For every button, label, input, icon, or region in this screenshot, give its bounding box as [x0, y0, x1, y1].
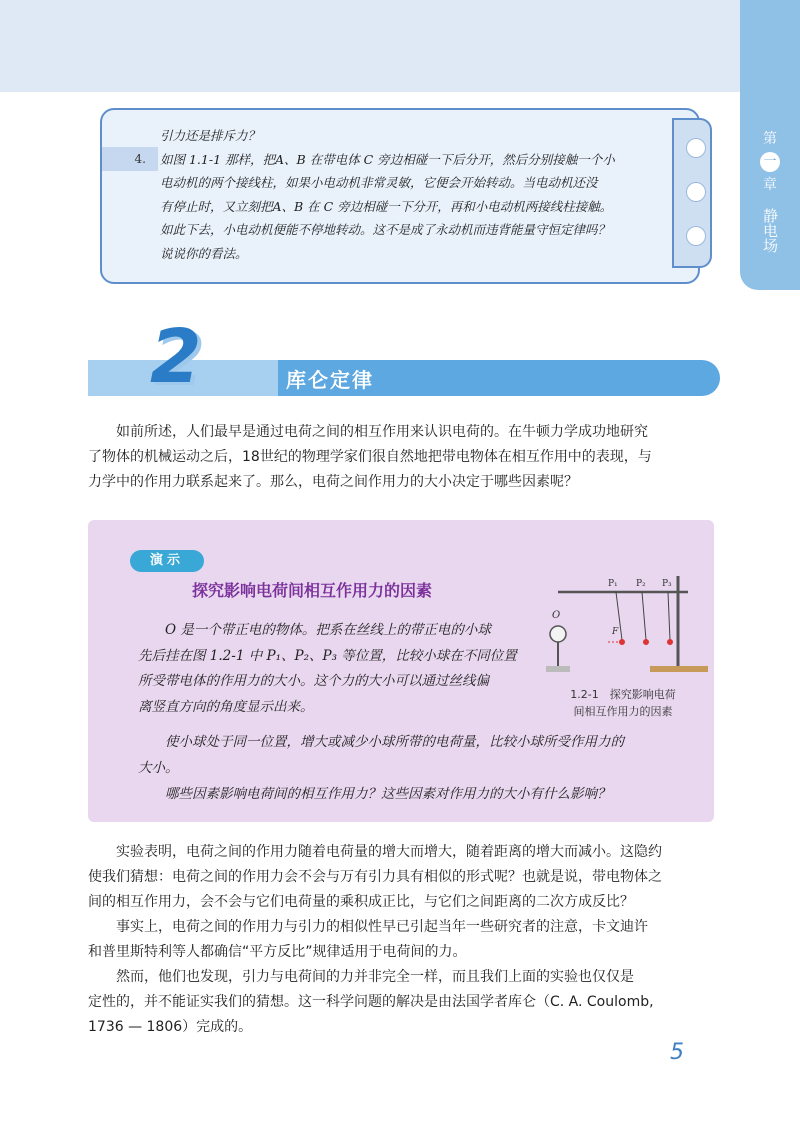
binder-hole-icon — [686, 182, 706, 202]
question-box — [100, 108, 700, 284]
question-line: 如此下去，小电动机便能不停地转动。这不是成了永动机而违背能量守恒定律吗？ — [160, 222, 611, 237]
chapter-tab-label — [750, 130, 790, 253]
text-line: 实验表明，电荷之间的作用力随着电荷量的增大而增大，随着距离的增大而减小。这隐约 — [116, 844, 662, 860]
text-line: 事实上，电荷之间的作用力与引力的相似性早已引起当年一些研究者的注意，卡文迪许 — [116, 919, 648, 935]
chapter-tab[interactable] — [740, 0, 800, 290]
ball-p2 — [643, 639, 649, 645]
thread-p3 — [668, 592, 670, 640]
ball-p1 — [619, 639, 625, 645]
demo-text-a — [138, 618, 528, 720]
text-line: 然而，他们也发现，引力与电荷间的力并非完全一样，而且我们上面的实验也仅仅是 — [116, 969, 634, 985]
demo-text-b — [138, 730, 698, 781]
question-line: 说说你的看法。 — [160, 245, 248, 261]
charged-body-o — [550, 626, 566, 642]
binder-hole-icon — [686, 226, 706, 246]
chapter-prefix: 第 — [763, 131, 777, 147]
label-o: O — [552, 610, 561, 621]
demo-tag: 演示 — [130, 550, 204, 572]
demo-title: 探究影响电荷间相互作用力的因素 — [192, 581, 433, 600]
demo-text-c — [138, 782, 698, 808]
body-paragraphs — [88, 840, 718, 1040]
text-line: 使小球处于同一位置，增大或减少小球所带的电荷量，比较小球所受作用力的 — [165, 734, 624, 750]
question-line: 电动机的两个接线柱，如果小电动机非常灵敏，它便会开始转动。当电动机还没 — [160, 175, 598, 190]
body-base — [546, 666, 570, 672]
text-line: 和普里斯特利等人都确信“平方反比”规律适用于电荷间的力。 — [88, 944, 467, 960]
binder-tab — [672, 118, 712, 268]
ball-p3 — [667, 639, 673, 645]
chapter-number: 一 — [760, 152, 780, 172]
caption-line: 间相互作用力的因素 — [573, 705, 673, 718]
text-line: 1736 — 1806）完成的。 — [88, 1019, 253, 1035]
chapter-suffix: 章 — [763, 177, 777, 193]
text-line: 间的相互作用力，会不会与它们电荷量的乘积成正比，与它们之间距离的二次方成反比？ — [88, 894, 634, 910]
text-line: 所受带电体的作用力的大小。这个力的大小可以通过丝线偏 — [138, 673, 489, 689]
text-line: 力学中的作用力联系起来了。那么，电荷之间作用力的大小决定于哪些因素呢？ — [88, 474, 578, 490]
chapter-title: 静电场 — [761, 208, 779, 253]
question-line: 引力还是排斥力？ — [160, 128, 261, 143]
binder-hole-icon — [686, 138, 706, 158]
label-p1: P₁ — [608, 579, 618, 589]
page-number: 5 — [670, 1040, 684, 1065]
text-line: 先后挂在图 1.2-1 中 P₁、P₂、P₃ 等位置，比较小球在不同位置 — [138, 647, 517, 664]
text-line: 离竖直方向的角度显示出来。 — [138, 698, 314, 715]
demo-panel — [88, 520, 714, 822]
figure-caption — [548, 686, 698, 720]
stand-base — [650, 666, 708, 672]
text-line: 大小。 — [138, 759, 179, 776]
label-p2: P₂ — [636, 579, 646, 589]
text-line: 使我们猜想：电荷之间的作用力会不会与万有引力具有相似的形式呢？也就是说，带电物体之 — [88, 869, 662, 885]
text-line: O 是一个带正电的物体。把系在丝线上的带正电的小球 — [165, 622, 491, 638]
label-f: F — [612, 627, 619, 637]
question-line: 有停止时，又立刻把A、B 在 C 旁边相碰一下分开，再和小电动机两接线柱接触。 — [160, 198, 613, 214]
caption-line: 1.2-1 探究影响电荷 — [570, 688, 676, 701]
page-header-band — [0, 0, 740, 92]
intro-paragraph — [88, 420, 718, 495]
question-number: 4. — [102, 147, 158, 171]
section-title: 库仑定律 — [286, 368, 374, 392]
text-line: 哪些因素影响电荷间的相互作用力？这些因素对作用力的大小有什么影响？ — [165, 786, 611, 802]
text-line: 了物体的机械运动之后，18世纪的物理学家们很自然地把带电物体在相互作用中的表现，与 — [88, 449, 652, 465]
label-p3: P₃ — [662, 579, 672, 589]
apparatus-figure — [538, 568, 708, 686]
section-number: 2 — [150, 314, 202, 400]
question-line: 如图 1.1-1 那样，把A、B 在带电体 C 旁边相碰一下后分开，然后分别接触一个小 — [160, 151, 615, 167]
text-line: 如前所述，人们最早是通过电荷之间的相互作用来认识电荷的。在牛顿力学成功地研究 — [116, 424, 648, 440]
text-line: 定性的，并不能证实我们的猜想。这一科学问题的解决是由法国学者库仑（C. A. Coulomb, — [88, 994, 654, 1010]
question-text — [160, 124, 670, 265]
thread-p2 — [642, 592, 646, 640]
